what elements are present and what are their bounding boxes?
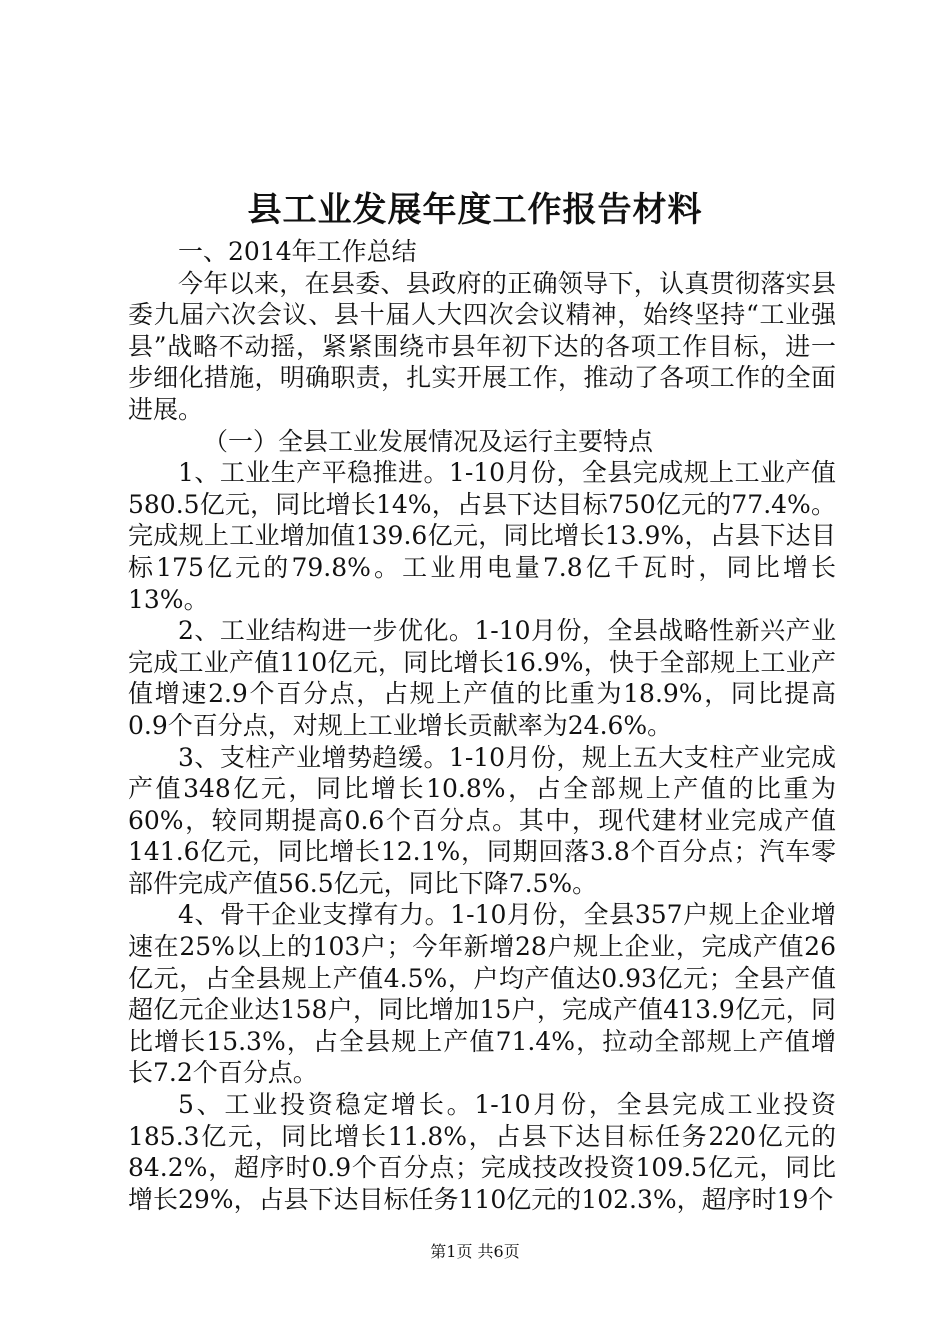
paragraph: 1、工业生产平稳推进。1-10月份，全县完成规上工业产值580.5亿元，同比增长14%，占县下达目标750亿元的77.4%。完成规上工业增加值139.6亿元，同比增长13.9%，占县下达目标175亿元的79.8%。工业用电量7.8亿千瓦时，同比增长13%。 <box>128 458 836 614</box>
paragraph: 2、工业结构进一步优化。1-10月份，全县战略性新兴产业完成工业产值110亿元，同比增长16.9%，快于全部规上工业产值增速2.9个百分点，占规上产值的比重为18.9%，同比提高0.9个百分点，对规上工业增长贡献率为24.6%。 <box>128 616 836 740</box>
document-title: 县工业发展年度工作报告材料 <box>247 190 703 230</box>
page-footer: 第1页 共6页 <box>430 1242 520 1261</box>
paragraph: 3、支柱产业增势趋缓。1-10月份，规上五大支柱产业完成产值348亿元，同比增长10.8%，占全部规上产值的比重为60%，较同期提高0.6个百分点。其中，现代建材业完成产值141.6亿元，同比增长12.1%，同期回落3.8个百分点；汽车零部件完成产值56.5亿元，同比下降7.5%。 <box>128 742 836 898</box>
section-heading: 一、2014年工作总结 <box>178 237 417 266</box>
paragraph: 4、骨干企业支撑有力。1-10月份，全县357户规上企业增速在25%以上的103户；今年新增28户规上企业，完成产值26亿元，占全县规上产值4.5%，户均产值达0.93亿元；全县产值超亿元企业达158户，同比增加15户，完成产值413.9亿元，同比增长15.3%，占全县规上产值71.4%，拉动全部规上产值增长7.2个百分点。 <box>128 900 836 1088</box>
paragraph: 5、工业投资稳定增长。1-10月份，全县完成工业投资185.3亿元，同比增长11.8%，占县下达目标任务220亿元的84.2%，超序时0.9个百分点；完成技改投资109.5亿元，同比增长29%，占县下达目标任务110亿元的102.3%，超序时19个 <box>128 1090 836 1214</box>
document-body <box>128 236 836 1215</box>
subsection-heading: （一）全县工业发展情况及运行主要特点 <box>203 426 654 456</box>
paragraph: 今年以来，在县委、县政府的正确领导下，认真贯彻落实县委九届六次会议、县十届人大四次会议精神，始终坚持“工业强县”战略不动摇，紧紧围绕市县年初下达的各项工作目标，进一步细化措施，明确职责，扎实开展工作，推动了各项工作的全面进展。 <box>128 268 836 424</box>
